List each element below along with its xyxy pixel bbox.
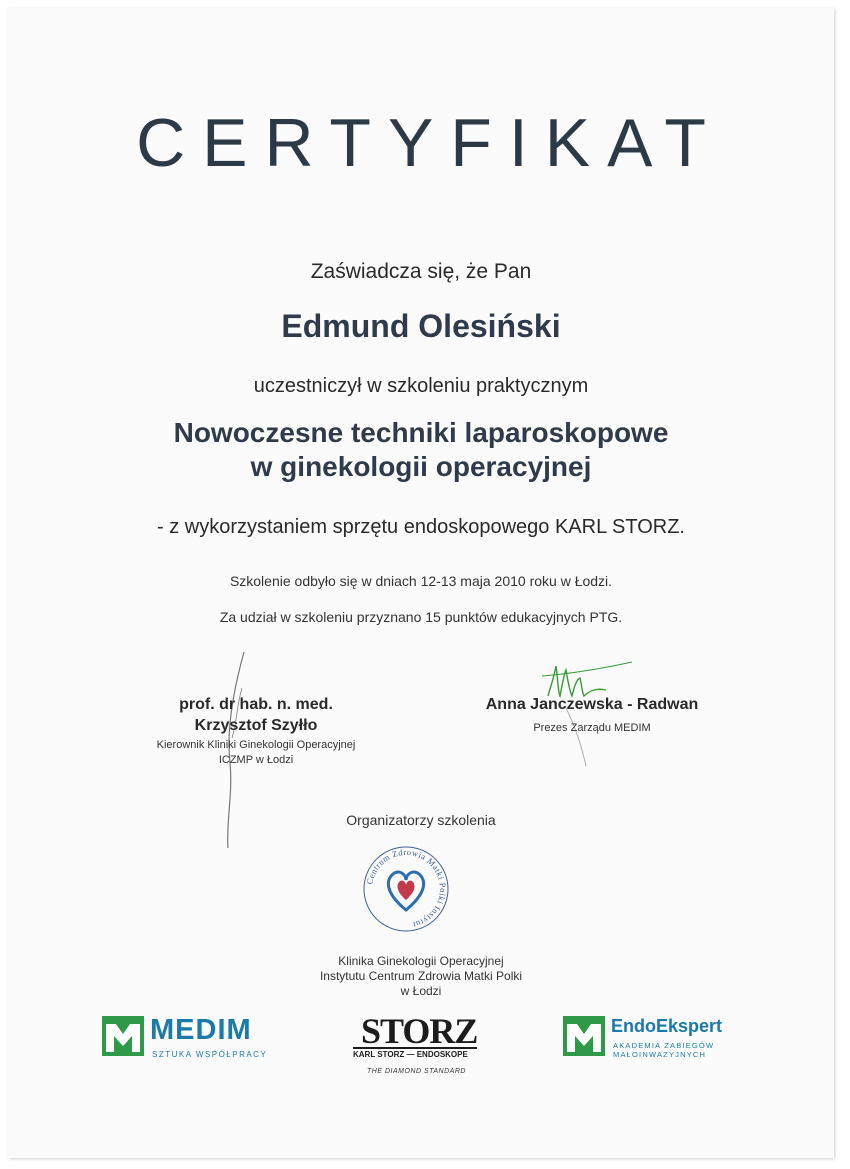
participation-line: uczestniczył w szkoleniu praktycznym: [253, 375, 589, 397]
signatory-1-role-line1: Kierownik Kliniki Ginekologii Operacyjnej: [156, 739, 356, 751]
course-title-line2: w ginekologii operacyjnej: [250, 451, 592, 482]
endoekspert-tagline1: AKADEMIA ZABIEGÓW: [613, 1041, 715, 1050]
certificate-sheet: [8, 8, 834, 1158]
medim-name: MEDIM: [150, 1014, 252, 1046]
storz-sub: KARL STORZ — ENDOSKOPE: [353, 1050, 468, 1059]
seal-text: Centrum Zdrowia Matki Polki Instytut: [364, 846, 449, 931]
course-title: [8, 416, 834, 484]
signatory-2: [422, 694, 762, 736]
clinic-line1: Klinika Ginekologii Operacyjnej: [338, 954, 504, 968]
points-line: Za udział w szkoleniu przyznano 15 punktów edukacyjnych PTG.: [219, 609, 623, 625]
medim-tagline: SZTUKA WSPÓŁPRACY: [152, 1050, 268, 1059]
storz-tagline: THE DIAMOND STANDARD: [367, 1068, 466, 1075]
signatory-1-role: [106, 738, 406, 768]
signatory-2-name: Anna Janczewska - Radwan: [485, 696, 699, 713]
clinic-line3: w Łodzi: [400, 984, 442, 998]
date-line: Szkolenie odbyło się w dniach 12-13 maja 2010 roku w Łodzi.: [229, 573, 613, 589]
organizers-heading: Organizatorzy szkolenia: [346, 812, 496, 828]
clinic-address: [8, 954, 834, 999]
certificate-title: CERTYFIKAT: [136, 105, 723, 181]
endoekspert-mark-icon: [563, 1016, 605, 1056]
signatory-1-title: prof. dr hab. n. med.: [179, 696, 333, 713]
signatory-1-role-line2: ICZMP w Łodzi: [218, 754, 294, 766]
endoekspert-name: EndoEkspert: [611, 1016, 723, 1036]
clinic-line2: Instytutu Centrum Zdrowia Matki Polki: [319, 969, 523, 983]
institute-seal-logo: [361, 844, 451, 934]
course-title-line1: Nowoczesne techniki laparoskopowe: [173, 417, 669, 448]
signatory-2-role: Prezes Zarządu MEDIM: [533, 722, 651, 734]
signatory-1: [106, 694, 406, 768]
endoekspert-tagline: [613, 1041, 714, 1059]
storz-name: STORZ: [361, 1011, 478, 1051]
recipient-name: Edmund Olesiński: [281, 308, 561, 344]
signatory-1-name: Krzysztof Szyłło: [194, 717, 318, 734]
endoekspert-tagline2: MAŁOINWAZYJNYCH: [613, 1050, 707, 1059]
equipment-line: - z wykorzystaniem sprzętu endoskopowego KARL STORZ.: [157, 516, 685, 538]
attestation-line: Zaświadcza się, że Pan: [310, 260, 532, 283]
medim-mark-icon: [102, 1016, 144, 1056]
